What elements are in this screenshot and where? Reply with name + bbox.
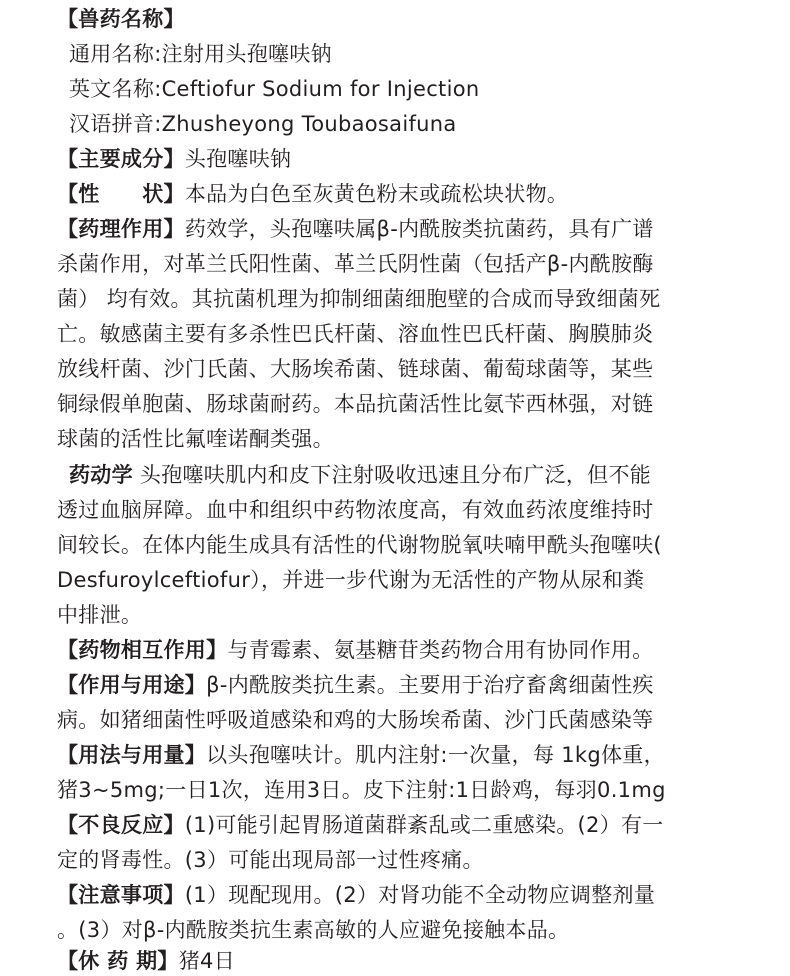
heading-precautions: 【注意事项】: [57, 883, 185, 907]
pharmacology-line: 药效学，头孢噻呋属β-内酰胺类抗菌药，具有广谱: [184, 217, 654, 241]
pharmacology-line: 球菌的活性比氟喹诺酮类强。: [57, 427, 334, 451]
heading-withdrawal: 【休 药 期】: [57, 949, 179, 973]
section-adverse: [57, 810, 664, 840]
pharmacokinetics-line: 中排泄。: [57, 603, 143, 627]
heading-drug-name: 【兽药名称】: [57, 7, 185, 31]
heading-adverse: 【不良反应】: [57, 813, 185, 837]
section-dosage: [57, 740, 665, 770]
pharmacology-line: 放线杆菌、沙门氏菌、大肠埃希菌、链球菌、葡萄球菌等，某些: [57, 357, 654, 381]
heading-character: 【性 状】: [57, 182, 185, 206]
usage-line: β-内酰胺类抗生素。主要用于治疗畜禽细菌性疾: [206, 673, 654, 697]
section-character: [57, 179, 568, 209]
adverse-line: (1)可能引起胃肠道菌群紊乱或二重感染。(2）有一: [184, 813, 664, 837]
pharmacology-line: 杀菌作用，对革兰氏阳性菌、革兰氏阴性菌（包括产β-内酰胺酶: [57, 252, 654, 276]
heading-dosage: 【用法与用量】: [57, 743, 207, 767]
section-interaction: [57, 635, 653, 665]
section-drug-name: [57, 4, 185, 34]
english-name: 英文名称:Ceftiofur Sodium for Injection: [69, 77, 480, 101]
heading-pharmacology: 【药理作用】: [57, 217, 185, 241]
pharmacology-line: 菌） 均有效。其抗菌机理为抑制细菌细胞壁的合成而导致细菌死: [57, 287, 661, 311]
usage-line: 病。如猪细菌性呼吸道感染和鸡的大肠埃希菌、沙门氏菌感染等: [57, 708, 654, 732]
pharmacokinetics-line: Desfuroylceftiofur），并进一步代谢为无活性的产物从尿和粪: [57, 568, 645, 592]
pinyin-name: 汉语拼音:Zhusheyong Toubaosaifuna: [69, 112, 457, 136]
section-ingredient: [57, 144, 291, 174]
section-usage: [57, 670, 654, 700]
pharmacology-line: 铜绿假单胞菌、肠球菌耐药。本品抗菌活性比氨苄西林强，对链: [57, 392, 654, 416]
interaction-text: 与青霉素、氨基糖苷类药物合用有协同作用。: [227, 638, 654, 662]
section-precautions: [57, 880, 655, 910]
pharmacology-line: 亡。敏感菌主要有多杀性巴氏杆菌、溶血性巴氏杆菌、胸膜肺炎: [57, 322, 654, 346]
withdrawal-text: 猪4日: [178, 949, 235, 973]
heading-ingredient: 【主要成分】: [57, 147, 185, 171]
heading-usage: 【作用与用途】: [57, 673, 207, 697]
precautions-line: (1）现配现用。(2）对肾功能不全动物应调整剂量: [184, 883, 656, 907]
section-withdrawal: [57, 946, 235, 976]
generic-name: 通用名称:注射用头孢噻呋钠: [69, 42, 332, 66]
pharmacokinetics-line: 间较长。在体内能生成具有活性的代谢物脱氧呋喃甲酰头孢噻呋(: [57, 533, 662, 557]
dosage-line: 猪3~5mg;一日1次，连用3日。皮下注射:1日龄鸡，每羽0.1mg: [57, 778, 666, 802]
heading-interaction: 【药物相互作用】: [57, 638, 228, 662]
heading-pharmacokinetics: 药动学: [69, 463, 133, 487]
ingredient-text: 头孢噻呋钠: [184, 147, 292, 171]
adverse-line: 定的肾毒性。(3）可能出现局部一过性疼痛。: [57, 848, 484, 872]
pharmacokinetics-line: 透过血脑屏障。血中和组织中药物浓度高，有效血药浓度维持时: [57, 498, 654, 522]
dosage-line: 以头孢噻呋计。肌内注射:一次量，每 1kg体重，: [206, 743, 665, 767]
pharmacokinetics-line: 头孢噻呋肌内和皮下注射吸收迅速且分布广泛，但不能: [132, 463, 652, 487]
character-text: 本品为白色至灰黄色粉末或疏松块状物。: [184, 182, 569, 206]
section-pharmacology: [57, 214, 654, 244]
precautions-line: 。(3）对β-内酰胺类抗生素高敏的人应避免接触本品。: [57, 918, 570, 942]
section-pharmacokinetics: [69, 460, 651, 490]
